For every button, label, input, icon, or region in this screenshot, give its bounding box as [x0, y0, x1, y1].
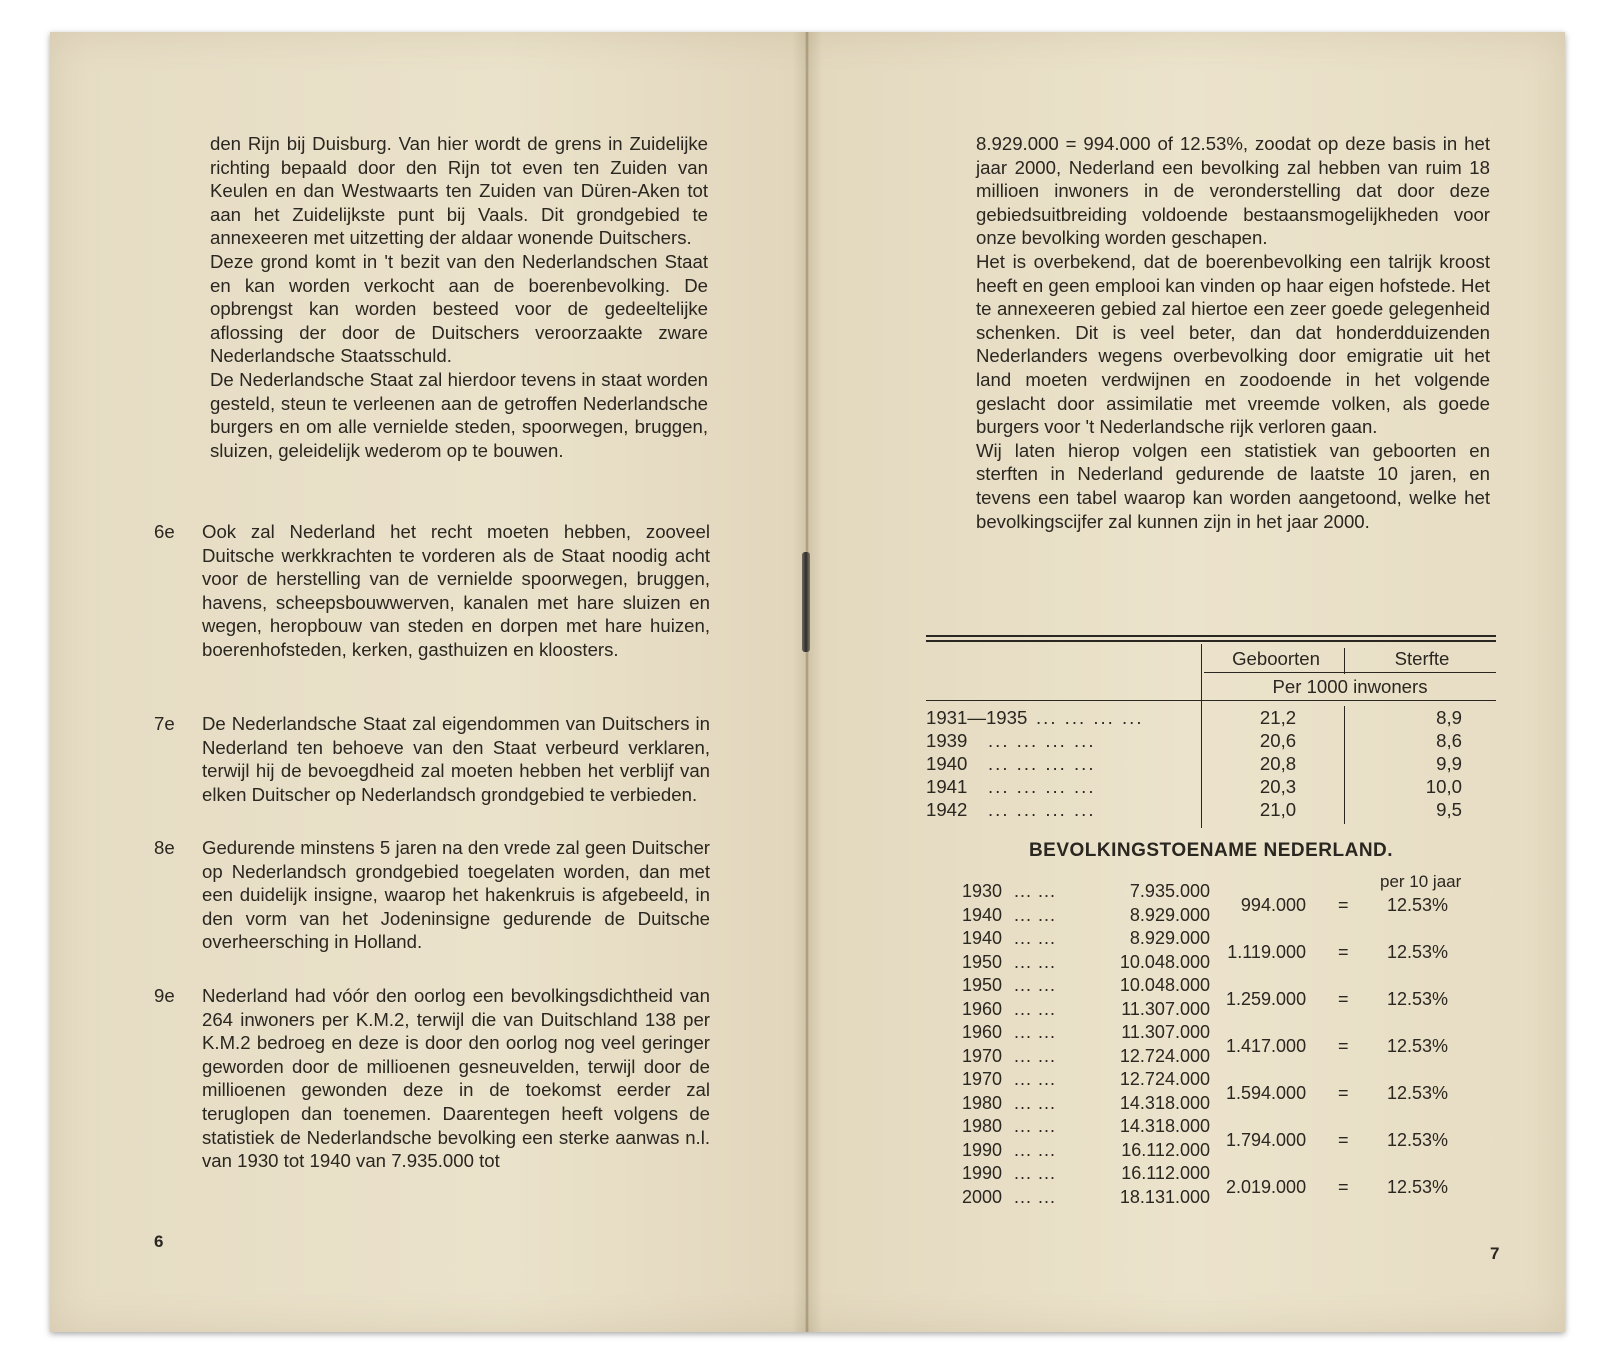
population-growth-table: [926, 866, 1496, 1226]
item-number: 7e: [154, 713, 175, 734]
list-item-8e: [154, 836, 710, 954]
table-row: 1942 ... ... ... ... 21,0 9,5: [926, 799, 1462, 820]
right-body-text: [976, 132, 1490, 533]
growth-year-row: 1950 ... ... 10.048.000: [962, 975, 1210, 995]
table-row: 1931—1935 ... ... ... ... 21,2 8,9: [926, 707, 1462, 728]
table-top-rule: [926, 640, 1496, 642]
page-number-right: 7: [1490, 1244, 1500, 1263]
left-intro-text: [210, 132, 708, 462]
growth-increase-row: 1.417.000 = 12.53%: [1226, 1035, 1448, 1056]
list-item-6e: [154, 520, 710, 662]
column-subheader: Per 1000 inwoners: [1272, 676, 1428, 697]
growth-table-title: BEVOLKINGSTOENAME NEDERLAND.: [1028, 840, 1394, 861]
page-number-left: 6: [154, 1232, 164, 1251]
paragraph: De Nederlandsche Staat zal hierdoor tevens in staat worden gesteld, steun te verleenen aan de getroffen Nederlandsche burgers en om alle vernielde steden, spoorwegen, bruggen, sluizen, geleidelijk wederom op te bouwen.: [210, 368, 708, 461]
growth-year-row: 1950 ... ... 10.048.000: [962, 951, 1210, 972]
growth-year-row: 1980 ... ... 14.318.000: [962, 1116, 1210, 1136]
growth-year-row: 1990 ... ... 16.112.000: [962, 1139, 1210, 1160]
growth-year-row: 1940 ... ... 8.929.000: [962, 904, 1210, 925]
paragraph: Deze grond komt in 't bezit van den Nederlandschen Staat en kan worden verkocht aan de boerenbevolking. De opbrengst kan worden besteed voor de gedeeltelijke aflossing der door de Duitschers veroorzaakte zware Nederlandsche Staatsschuld.: [210, 250, 708, 367]
growth-year-row: 1960 ... ... 11.307.000: [962, 998, 1210, 1019]
growth-year-row: 1970 ... ... 12.724.000: [962, 1069, 1210, 1089]
growth-year-row: 1990 ... ... 16.112.000: [962, 1163, 1210, 1183]
growth-year-row: 1970 ... ... 12.724.000: [962, 1045, 1210, 1066]
growth-increase-row: 2.019.000 = 12.53%: [1226, 1176, 1448, 1197]
table-row: 1940 ... ... ... ... 20,8 9,9: [926, 753, 1462, 774]
growth-year-row: 1980 ... ... 14.318.000: [962, 1092, 1210, 1113]
growth-increase-row: 1.259.000 = 12.53%: [1226, 988, 1448, 1009]
growth-increase-row: 1.594.000 = 12.53%: [1226, 1082, 1448, 1103]
table-top-rule: [926, 635, 1496, 637]
growth-increase-row: 994.000 = 12.53%: [1240, 894, 1448, 915]
list-item-7e: [154, 712, 710, 806]
item-number: 9e: [154, 985, 175, 1006]
table-row: 1941 ... ... ... ... 20,3 10,0: [926, 776, 1462, 797]
item-text: Nederland had vóór den oorlog een bevolkingsdichtheid van 264 inwoners per K.M.2, terwijl die van Duitschland 138 per K.M.2 bedroeg en deze is door den oorlog nog veel geringer geworden door de millioenen gesneuvelden, terwijl door de millioenen gewonden deze in de toekomst eerder zal teruglopen dan toenemen. Daarentegen heeft volgens de statistiek de Nederlandsche bevolking een sterke aanwas n.l. van 1930 tot 1940 van 7.935.000 tot: [202, 985, 710, 1172]
right-page: [808, 32, 1565, 1332]
item-text: De Nederlandsche Staat zal eigendommen van Duitschers in Nederland ten behoeve van den Staat verbeurd verklaren, terwijl hij de bevoegdheid zal moeten hebben het verblijf van elken Duitscher op Nederlandsch grondgebied te verbieden.: [202, 713, 710, 805]
item-text: Ook zal Nederland het recht moeten hebben, zooveel Duitsche werkkrachten te vorderen als de Staat noodig acht voor de herstelling van de vernielde spoorwegen, bruggen, havens, scheepsbouwwerven, kanalen met hare sluizen en wegen, heropbouw van steden en dorpen met hare huizen, boerenhofsteden, kerken, gasthuizen en kloosters.: [202, 521, 710, 660]
column-header-deaths: Sterfte: [1394, 648, 1450, 669]
paragraph: Het is overbekend, dat de boerenbevolking een talrijk kroost heeft en geen emplooi kan vinden op haar eigen hofstede. Het te annexeeren gebied zal hiertoe een zeer goede gelegenheid schenken. Dit is veel beter, dan dat honderdduizenden Nederlanders wegens overbevolking door emigratie uit het land moeten verdwijnen en zoodoende in het volgende geslacht door assimilatie met vreemde volken, als goede burgers voor 't Nederlandsche rijk verloren gaan.: [976, 250, 1490, 438]
growth-year-row: 1960 ... ... 11.307.000: [962, 1022, 1210, 1042]
booklet-spread: [50, 32, 1565, 1332]
births-deaths-table: [926, 644, 1496, 844]
per-10-years-label: per 10 jaar: [1380, 872, 1462, 891]
growth-year-row: 1930 ... ... 7.935.000: [962, 881, 1210, 901]
paragraph: 8.929.000 = 994.000 of 12.53%, zoodat op deze basis in het jaar 2000, Nederland een bevolking zal hebben van ruim 18 millioen inwoners in de veronderstelling dat door deze gebiedsuitbreiding voldoende bestaansmogelijkheden voor onze bevolking worden geschapen.: [976, 133, 1490, 249]
growth-increase-row: 1.119.000 = 12.53%: [1227, 941, 1448, 962]
item-text: Gedurende minstens 5 jaren na den vrede zal geen Duitscher op Nederlandsch grondgebied toegelaten worden, dan met een duidelijk insigne, waarop het hakenkruis is afgebeeld, in den vorm van het Jodeninsigne gedurende de Duitsche overheersching in Holland.: [202, 837, 710, 953]
growth-increase-row: 1.794.000 = 12.53%: [1226, 1129, 1448, 1150]
list-item-9e: [154, 984, 710, 1173]
item-number: 8e: [154, 837, 175, 858]
table-row: 1939 ... ... ... ... 20,6 8,6: [926, 730, 1462, 751]
item-number: 6e: [154, 521, 175, 542]
left-page: [50, 32, 807, 1332]
growth-year-row: 1940 ... ... 8.929.000: [962, 928, 1210, 948]
paragraph: Wij laten hierop volgen een statistiek van geboorten en sterften in Nederland gedurende de laatste 10 jaren, en tevens een tabel waarop kan worden aangetoond, welke het bevolkingscijfer zal kunnen zijn in het jaar 2000.: [976, 439, 1490, 532]
paragraph: den Rijn bij Duisburg. Van hier wordt de grens in Zuidelijke richting bepaald door den Rijn tot even ten Zuiden van Keulen en dan Westwaarts ten Zuiden van Düren-Aken tot aan het Zuidelijkste punt bij Vaals. Dit grondgebied te annexeeren met uitzetting der aldaar wonende Duitschers.: [210, 133, 708, 249]
column-header-births: Geboorten: [1232, 648, 1320, 669]
growth-year-row: 2000 ... ... 18.131.000: [962, 1186, 1210, 1207]
